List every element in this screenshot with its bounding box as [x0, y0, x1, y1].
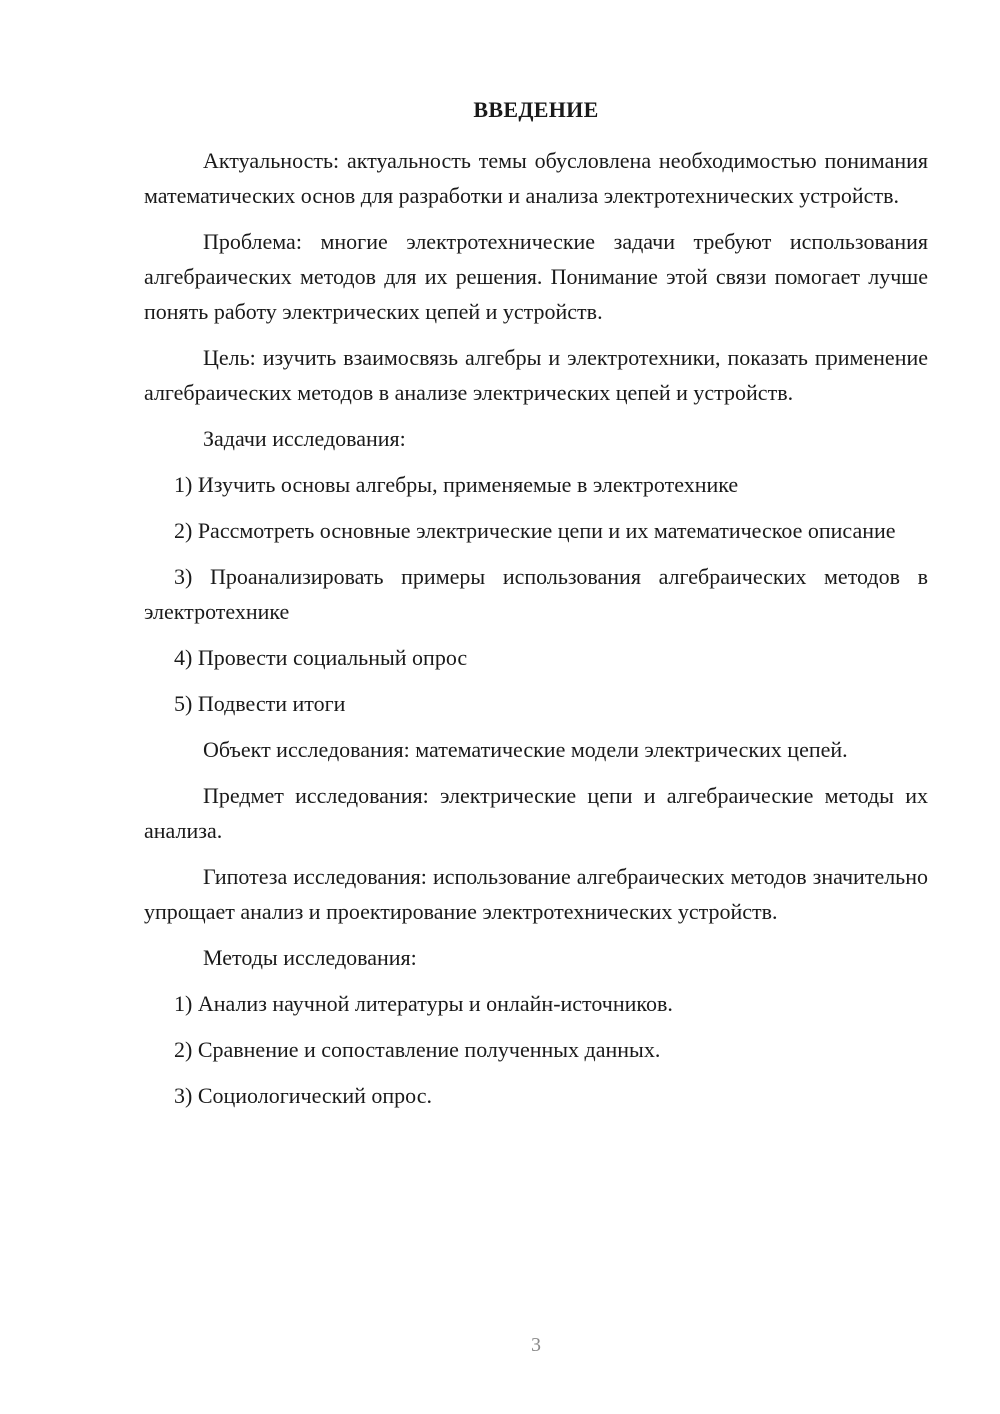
methods-heading: Методы исследования: [203, 945, 417, 970]
task-item: 4) Провести социальный опрос [174, 645, 468, 670]
method-item: 2) Сравнение и сопоставление полученных данных. [174, 1037, 661, 1062]
task-item: 1) Изучить основы алгебры, применяемые в электротехнике [174, 472, 739, 497]
hypothesis-paragraph: Гипотеза исследования: использование алгебраических методов значительно упрощает анализ и проектирование электротехнических устройств. [144, 864, 928, 924]
method-item: 1) Анализ научной литературы и онлайн-источников. [174, 991, 673, 1016]
method-item: 3) Социологический опрос. [174, 1083, 432, 1108]
task-item: 2) Рассмотреть основные электрические цепи и их математическое описание [174, 518, 896, 543]
document-page [144, 92, 928, 1124]
task-item: 3) Проанализировать примеры использования алгебраических методов в электротехнике [144, 564, 928, 624]
problem-paragraph: Проблема: многие электротехнические задачи требуют использования алгебраических методов для их решения. Понимание этой связи помогает лучше понять работу электрических цепей и устройств. [144, 229, 928, 324]
relevance-paragraph: Актуальность: актуальность темы обусловлена необходимостью понимания математических основ для разработки и анализа электротехнических устройств. [144, 148, 928, 208]
object-paragraph: Объект исследования: математические модели электрических цепей. [203, 737, 848, 762]
tasks-heading: Задачи исследования: [203, 426, 406, 451]
task-item: 5) Подвести итоги [174, 691, 346, 716]
section-title: ВВЕДЕНИЕ [473, 97, 599, 122]
page-number: 3 [531, 1334, 541, 1356]
goal-paragraph: Цель: изучить взаимосвязь алгебры и электротехники, показать применение алгебраических методов в анализе электрических цепей и устройств. [144, 345, 928, 405]
subject-paragraph: Предмет исследования: электрические цепи и алгебраические методы их анализа. [144, 783, 928, 843]
